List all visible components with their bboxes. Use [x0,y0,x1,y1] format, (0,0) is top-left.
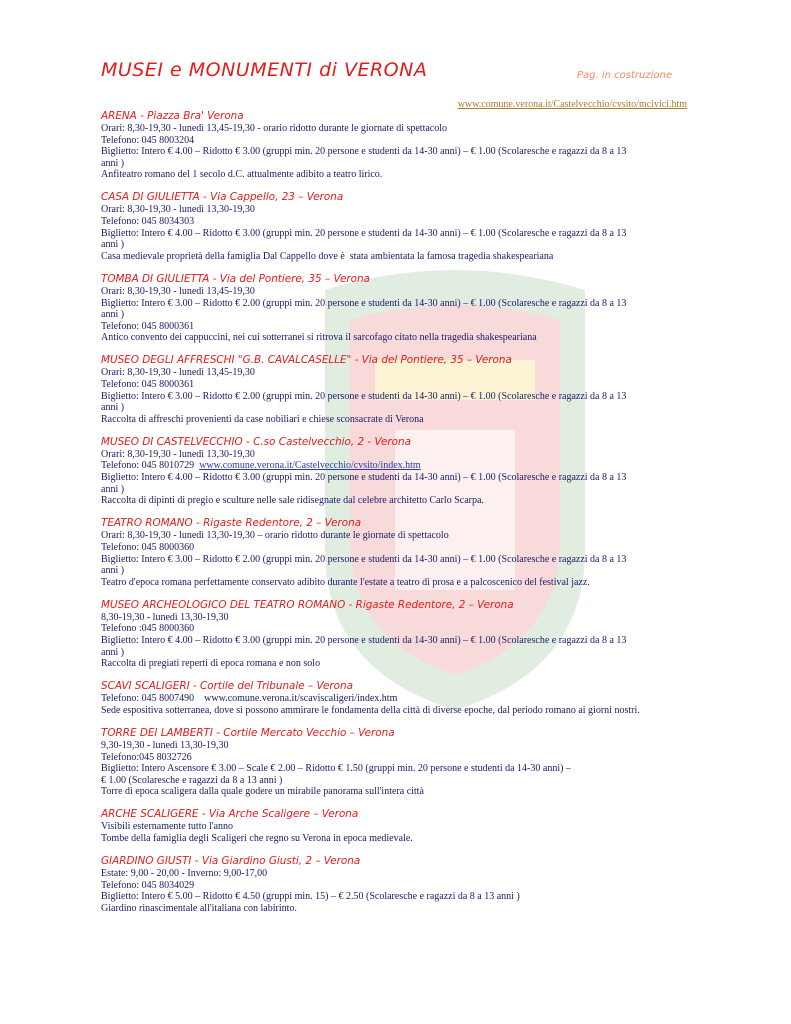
entry-line: Torre di epoca scaligera dalla quale godere un mirabile panorama sull'intera città [101,786,424,798]
entry-line: Tombe della famiglia degli Scaligeri che regno su Verona in epoca medievale. [101,833,413,845]
entry-line: Biglietto: Intero € 4.00 – Ridotto € 3.00 (gruppi min. 20 persone e studenti da 14-30 anni) – € 1.00 (Scolaresche e ragazzi da 8 a 13 [101,472,627,484]
list-item [101,191,691,262]
phone-text: Telefono: 045 8010729 [101,460,200,472]
entry-heading: TORRE DEI LAMBERTI - Cortile Mercato Vecchio – Verona [101,726,395,739]
list-item [101,110,691,181]
entry-line: Raccolta di pregiati reperti di epoca romana e non solo [101,658,321,670]
list-item [101,354,691,425]
entry-line: Raccolta di affreschi provenienti da case nobiliari e chiese sconsacrate di Verona [101,413,424,425]
page-title: MUSEI e MONUMENTI di VERONA [101,59,428,81]
entry-line: Telefono: 045 8003204 [101,134,195,146]
list-item [101,436,691,507]
entry-line: Telefono: 045 8034029 [101,879,195,891]
list-item [101,808,691,844]
entry-line: Raccolta di dipinti di pregio e sculture nelle sale ridisegnate dal celebre architetto Carlo Scarpa. [101,495,484,507]
list-item [101,599,691,670]
entry-line: Telefono :045 8000360 [101,623,195,635]
entry-line: Biglietto: Intero € 3.00 – Ridotto € 2.00 (gruppi min. 20 persone e studenti da 14-30 anni) – € 1.00 (Scolaresche e ragazzi da 8 a 13 [101,390,627,402]
entry-line: anni ) [101,402,125,414]
entry-line: anni ) [101,157,125,169]
entry-line: Anfiteatro romano del 1 secolo d.C. attualmente adibito a teatro lirico. [101,169,383,181]
entry-line: Giardino rinascimentale all'italiana con labirinto. [101,902,297,914]
entry-line: Teatro d'epoca romana perfettamente conservato adibito durante l'estate a teatro di prosa e a palcoscenico del festival jazz. [101,576,590,588]
list-item [101,855,691,914]
entry-line: Biglietto: Intero € 3.00 – Ridotto € 2.00 (gruppi min. 20 persone e studenti da 14-30 anni) – € 1.00 (Scolaresche e ragazzi da 8 a 13 [101,297,627,309]
entry-line: Orari: 8,30-19,30 - lunedì 13,30-19,30 [101,204,255,216]
entry-line: Telefono: 045 8007490 www.comune.verona.it/scaviscaligeri/index.htm [101,693,398,705]
construction-note: Pag. in costruzione [577,70,672,81]
entry-heading: SCAVI SCALIGERI - Cortile del Tribunale – Verona [101,680,353,693]
entry-heading: TEATRO ROMANO - Rigaste Redentore, 2 – Verona [101,517,362,530]
entry-heading: ARENA - Piazza Bra' Verona [101,110,244,122]
entries-list [101,110,691,925]
entry-heading: GIARDINO GIUSTI - Via Giardino Giusti, 2 – Verona [101,855,361,868]
entry-line: Orari: 8,30-19,30 - lunedì 13,45-19,30 - orario ridotto durante le giornate di spettacolo [101,123,448,134]
castelvecchio-link[interactable]: www.comune.verona.it/Castelvecchio/cvsito/index.htm [199,460,421,472]
list-item [101,273,691,344]
entry-line: Telefono: 045 8000361 [101,320,195,332]
entry-line: anni ) [101,239,125,251]
entry-line: € 1.00 (Scolaresche e ragazzi da 8 a 13 anni ) [101,774,283,786]
entry-line: Casa medievale proprietà della famiglia Dal Cappello dove è stata ambientata la famosa tragedia shakespeariana [101,250,554,262]
entry-phone-line [101,460,691,472]
entry-line: anni ) [101,565,125,577]
entry-heading: MUSEO ARCHEOLOGICO DEL TEATRO ROMANO - Rigaste Redentore, 2 – Verona [101,598,514,611]
entry-line: Visibili esternamente tutto l'anno [101,821,234,833]
entry-line: Orari: 8,30-19,30 - lunedì 13,30-19,30 – orario ridotto durante le giornate di spettacolo [101,530,449,542]
list-item [101,680,691,716]
entry-heading: MUSEO DEGLI AFFRESCHI "G.B. CAVALCASELLE" - Via del Pontiere, 35 – Verona [101,354,512,367]
entry-line: 9,30-19,30 - lunedì 13,30-19,30 [101,739,229,751]
entry-line: anni ) [101,309,125,321]
entry-line: Telefono: 045 8000360 [101,541,195,553]
entry-heading: TOMBA DI GIULIETTA - Via del Pontiere, 35 – Verona [101,272,370,285]
entry-line: Sede espositiva sotterranea, dove si possono ammirare le fondamenta della città di diverse epoche, dal periodo romano ai giorni nostri. [101,704,640,716]
entry-line: Biglietto: Intero Ascensore € 3.00 – Scale € 2.00 – Ridotto € 1.50 (gruppi min. 20 persone e studenti da 14-30 anni) – [101,763,571,775]
entry-heading: MUSEO DI CASTELVECCHIO - C.so Castelvecchio, 2 - Verona [101,435,411,448]
entry-line: Antico convento dei cappuccini, nei cui sotterranei si ritrova il sarcofago citato nella tragedia shakespeariana [101,332,537,344]
entry-heading: ARCHE SCALIGERE - Via Arche Scaligere – Verona [101,808,359,821]
entry-line: 8,30-19,30 - lunedì 13,30-19,30 [101,611,229,623]
entry-line: Orari: 8,30-19,30 - lunedì 13,45-19,30 [101,367,255,379]
entry-line: Biglietto: Intero € 5.00 – Ridotto € 4.50 (gruppi min. 15) – € 2.50 (Scolaresche e ragazzi da 8 a 13 anni ) [101,891,520,903]
entry-line: Biglietto: Intero € 4.00 – Ridotto € 3.00 (gruppi min. 20 persone e studenti da 14-30 anni) – € 1.00 (Scolaresche e ragazzi da 8 a 13 [101,227,627,239]
entry-heading: CASA DI GIULIETTA - Via Cappello, 23 – Verona [101,191,344,204]
entry-line: anni ) [101,646,125,658]
entry-line: Orari: 8,30-19,30 - lunedì 13,30-19,30 [101,448,255,460]
musei-civici-link[interactable]: www.comune.verona.it/Castelvecchio/cvsito/mcivici.htm [457,99,687,110]
entry-line: anni ) [101,483,125,495]
list-item [101,517,691,588]
entry-line: Biglietto: Intero € 3.00 – Ridotto € 2.00 (gruppi min. 20 persone e studenti da 14-30 anni) – € 1.00 (Scolaresche e ragazzi da 8 a 13 [101,553,627,565]
entry-line: Biglietto: Intero € 4.00 – Ridotto € 3.00 (gruppi min. 20 persone e studenti da 14-30 anni) – € 1.00 (Scolaresche e ragazzi da 8 a 13 [101,635,627,646]
list-item [101,727,691,798]
entry-line: Orari: 8,30-19,30 - lunedì 13,45-19,30 [101,285,255,297]
entry-line: Telefono: 045 8000361 [101,379,195,390]
entry-line: Biglietto: Intero € 4.00 – Ridotto € 3.00 (gruppi min. 20 persone e studenti da 14-30 anni) – € 1.00 (Scolaresche e ragazzi da 8 a 13 [101,146,627,158]
entry-line: Telefono: 045 8034303 [101,216,195,228]
entry-line: Telefono:045 8032726 [101,751,192,763]
entry-line: Estate: 9,00 - 20,00 - Inverno: 9,00-17,00 [101,868,268,880]
